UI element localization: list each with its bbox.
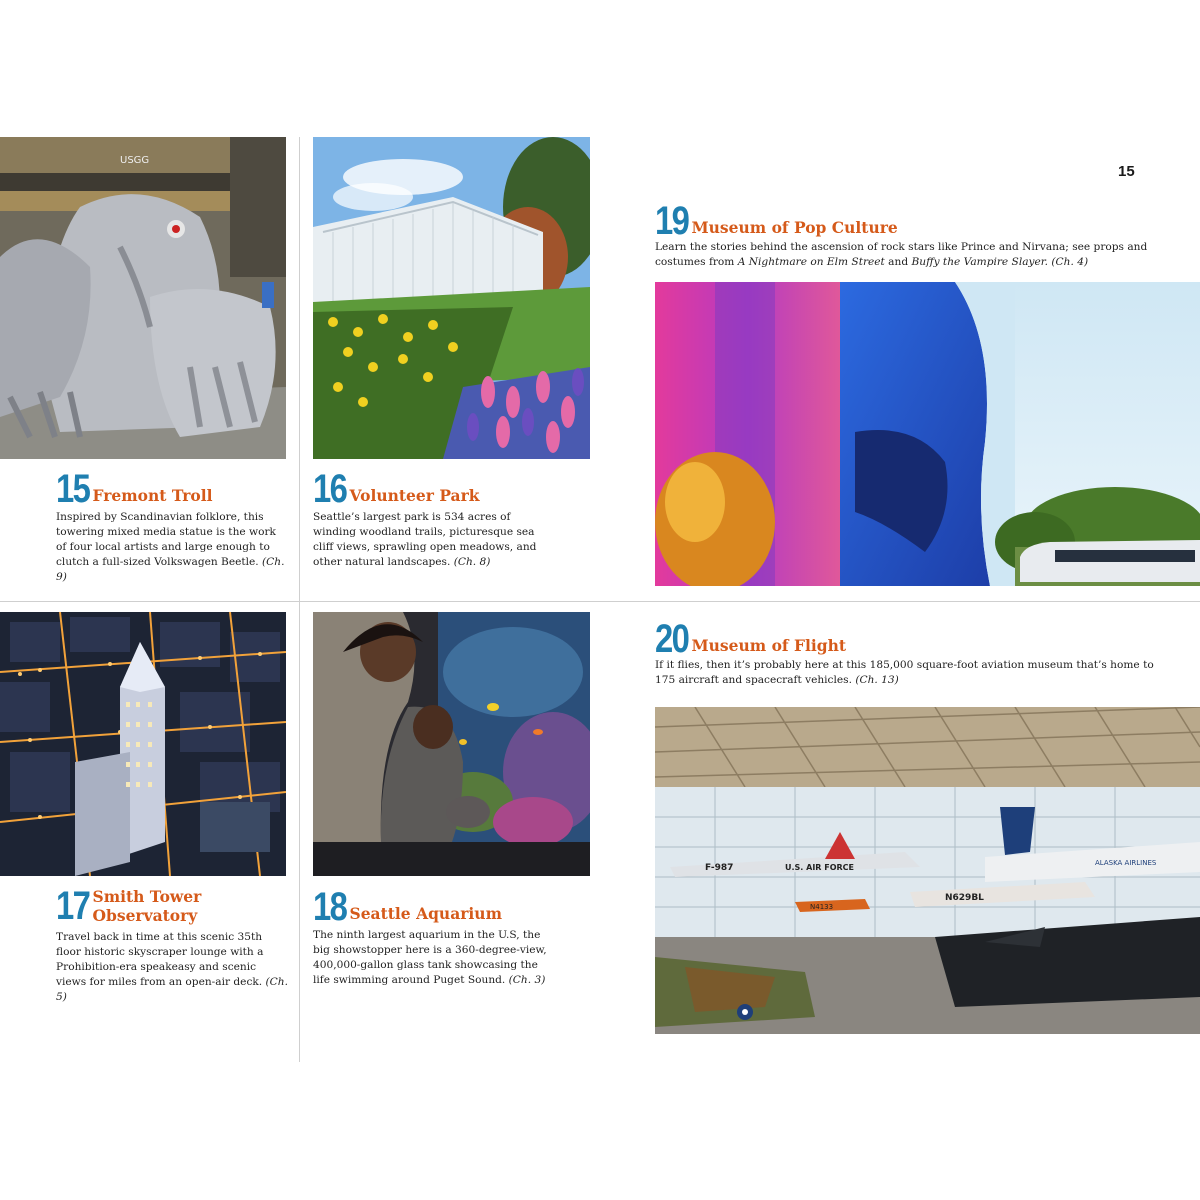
column-divider (299, 137, 300, 1062)
entry-title: Volunteer Park (349, 486, 480, 505)
entry-body-text: The ninth largest aquarium in the U.S, the big showstopper here is a 360-degree-view, 400,000-gallon glass tank showcasing the life swimming around Puget Sound. (313, 929, 547, 986)
museum-of-flight-photo (655, 707, 1200, 1034)
entry-body-text: Learn the stories behind the ascension of rock stars like Prince and Nirvana; see props and costumes from (655, 241, 1148, 268)
entry-number: 19 (655, 199, 689, 243)
entry-description (655, 658, 1155, 688)
chapter-ref: (Ch. 3) (508, 974, 546, 986)
entry-museum-of-flight (655, 617, 1155, 688)
entry-title: Museum of Flight (691, 636, 847, 655)
chapter-ref: (Ch. 9) (56, 556, 285, 583)
entry-title (93, 887, 202, 926)
plane-usaf-text: U.S. AIR FORCE (785, 863, 854, 872)
entry-number: 18 (313, 885, 347, 929)
smith-tower-photo (0, 612, 286, 876)
chapter-ref: (Ch. 5) (56, 976, 288, 1003)
entry-body-text: Travel back in time at this scenic 35th floor historic skyscraper lounge with a Prohibition-era speakeasy and scenic views for miles from an open-air deck. (56, 931, 264, 988)
entry-description (313, 510, 553, 570)
entry-smith-tower (56, 886, 288, 1005)
entry-number: 20 (655, 617, 689, 661)
entry-description (56, 930, 288, 1005)
chapter-ref: (Ch. 13) (855, 674, 899, 686)
entry-description (313, 928, 553, 988)
entry-museum-of-pop-culture (655, 199, 1155, 270)
entry-title: Seattle Aquarium (349, 904, 502, 923)
film-title: A Nightmare on Elm Street (737, 256, 885, 268)
entry-number: 15 (56, 467, 90, 511)
plane-f987-text: F-987 (705, 863, 734, 873)
chapter-ref: (Ch. 8) (453, 556, 491, 568)
troll-graffiti-text: USGG (120, 155, 150, 166)
row-divider (0, 601, 1200, 602)
entry-title: Museum of Pop Culture (691, 218, 898, 237)
entry-title: Fremont Troll (92, 486, 213, 505)
entry-title-line2: Observatory (92, 906, 198, 925)
page-number: 15 (1118, 163, 1135, 180)
plane-n4133-text: N4133 (810, 903, 834, 911)
entry-fremont-troll (56, 467, 288, 585)
entry-body-text: and (884, 256, 912, 268)
entry-body-text: Inspired by Scandinavian folklore, this towering mixed media statue is the work of four local artists and large enough to clutch a full-sized Volkswagen Beetle. (56, 511, 276, 568)
volunteer-park-photo (313, 137, 590, 459)
entry-description (56, 510, 288, 585)
plane-alaska-text: ALASKA AIRLINES (1095, 859, 1157, 867)
entry-body-text: If it flies, then it’s probably here at this 185,000 square-foot aviation museum that’s home to 175 aircraft and spacecraft vehicles. (655, 659, 1154, 686)
entry-body-text: Seattle’s largest park is 534 acres of winding woodland trails, picturesque sea cliff views, sprawling open meadows, and other natural landscapes. (313, 511, 537, 568)
entry-title-line1: Smith Tower (92, 887, 202, 906)
chapter-ref: (Ch. 4) (1051, 256, 1089, 268)
fremont-troll-photo (0, 137, 286, 459)
entry-number: 17 (56, 884, 90, 928)
plane-n629bl-text: N629BL (945, 893, 984, 903)
entry-number: 16 (313, 467, 347, 511)
museum-of-pop-culture-photo (655, 282, 1200, 586)
seattle-aquarium-photo (313, 612, 590, 876)
film-title: Buffy the Vampire Slayer. (911, 256, 1049, 268)
entry-volunteer-park (313, 467, 553, 570)
entry-description (655, 240, 1155, 270)
entry-seattle-aquarium (313, 885, 553, 988)
